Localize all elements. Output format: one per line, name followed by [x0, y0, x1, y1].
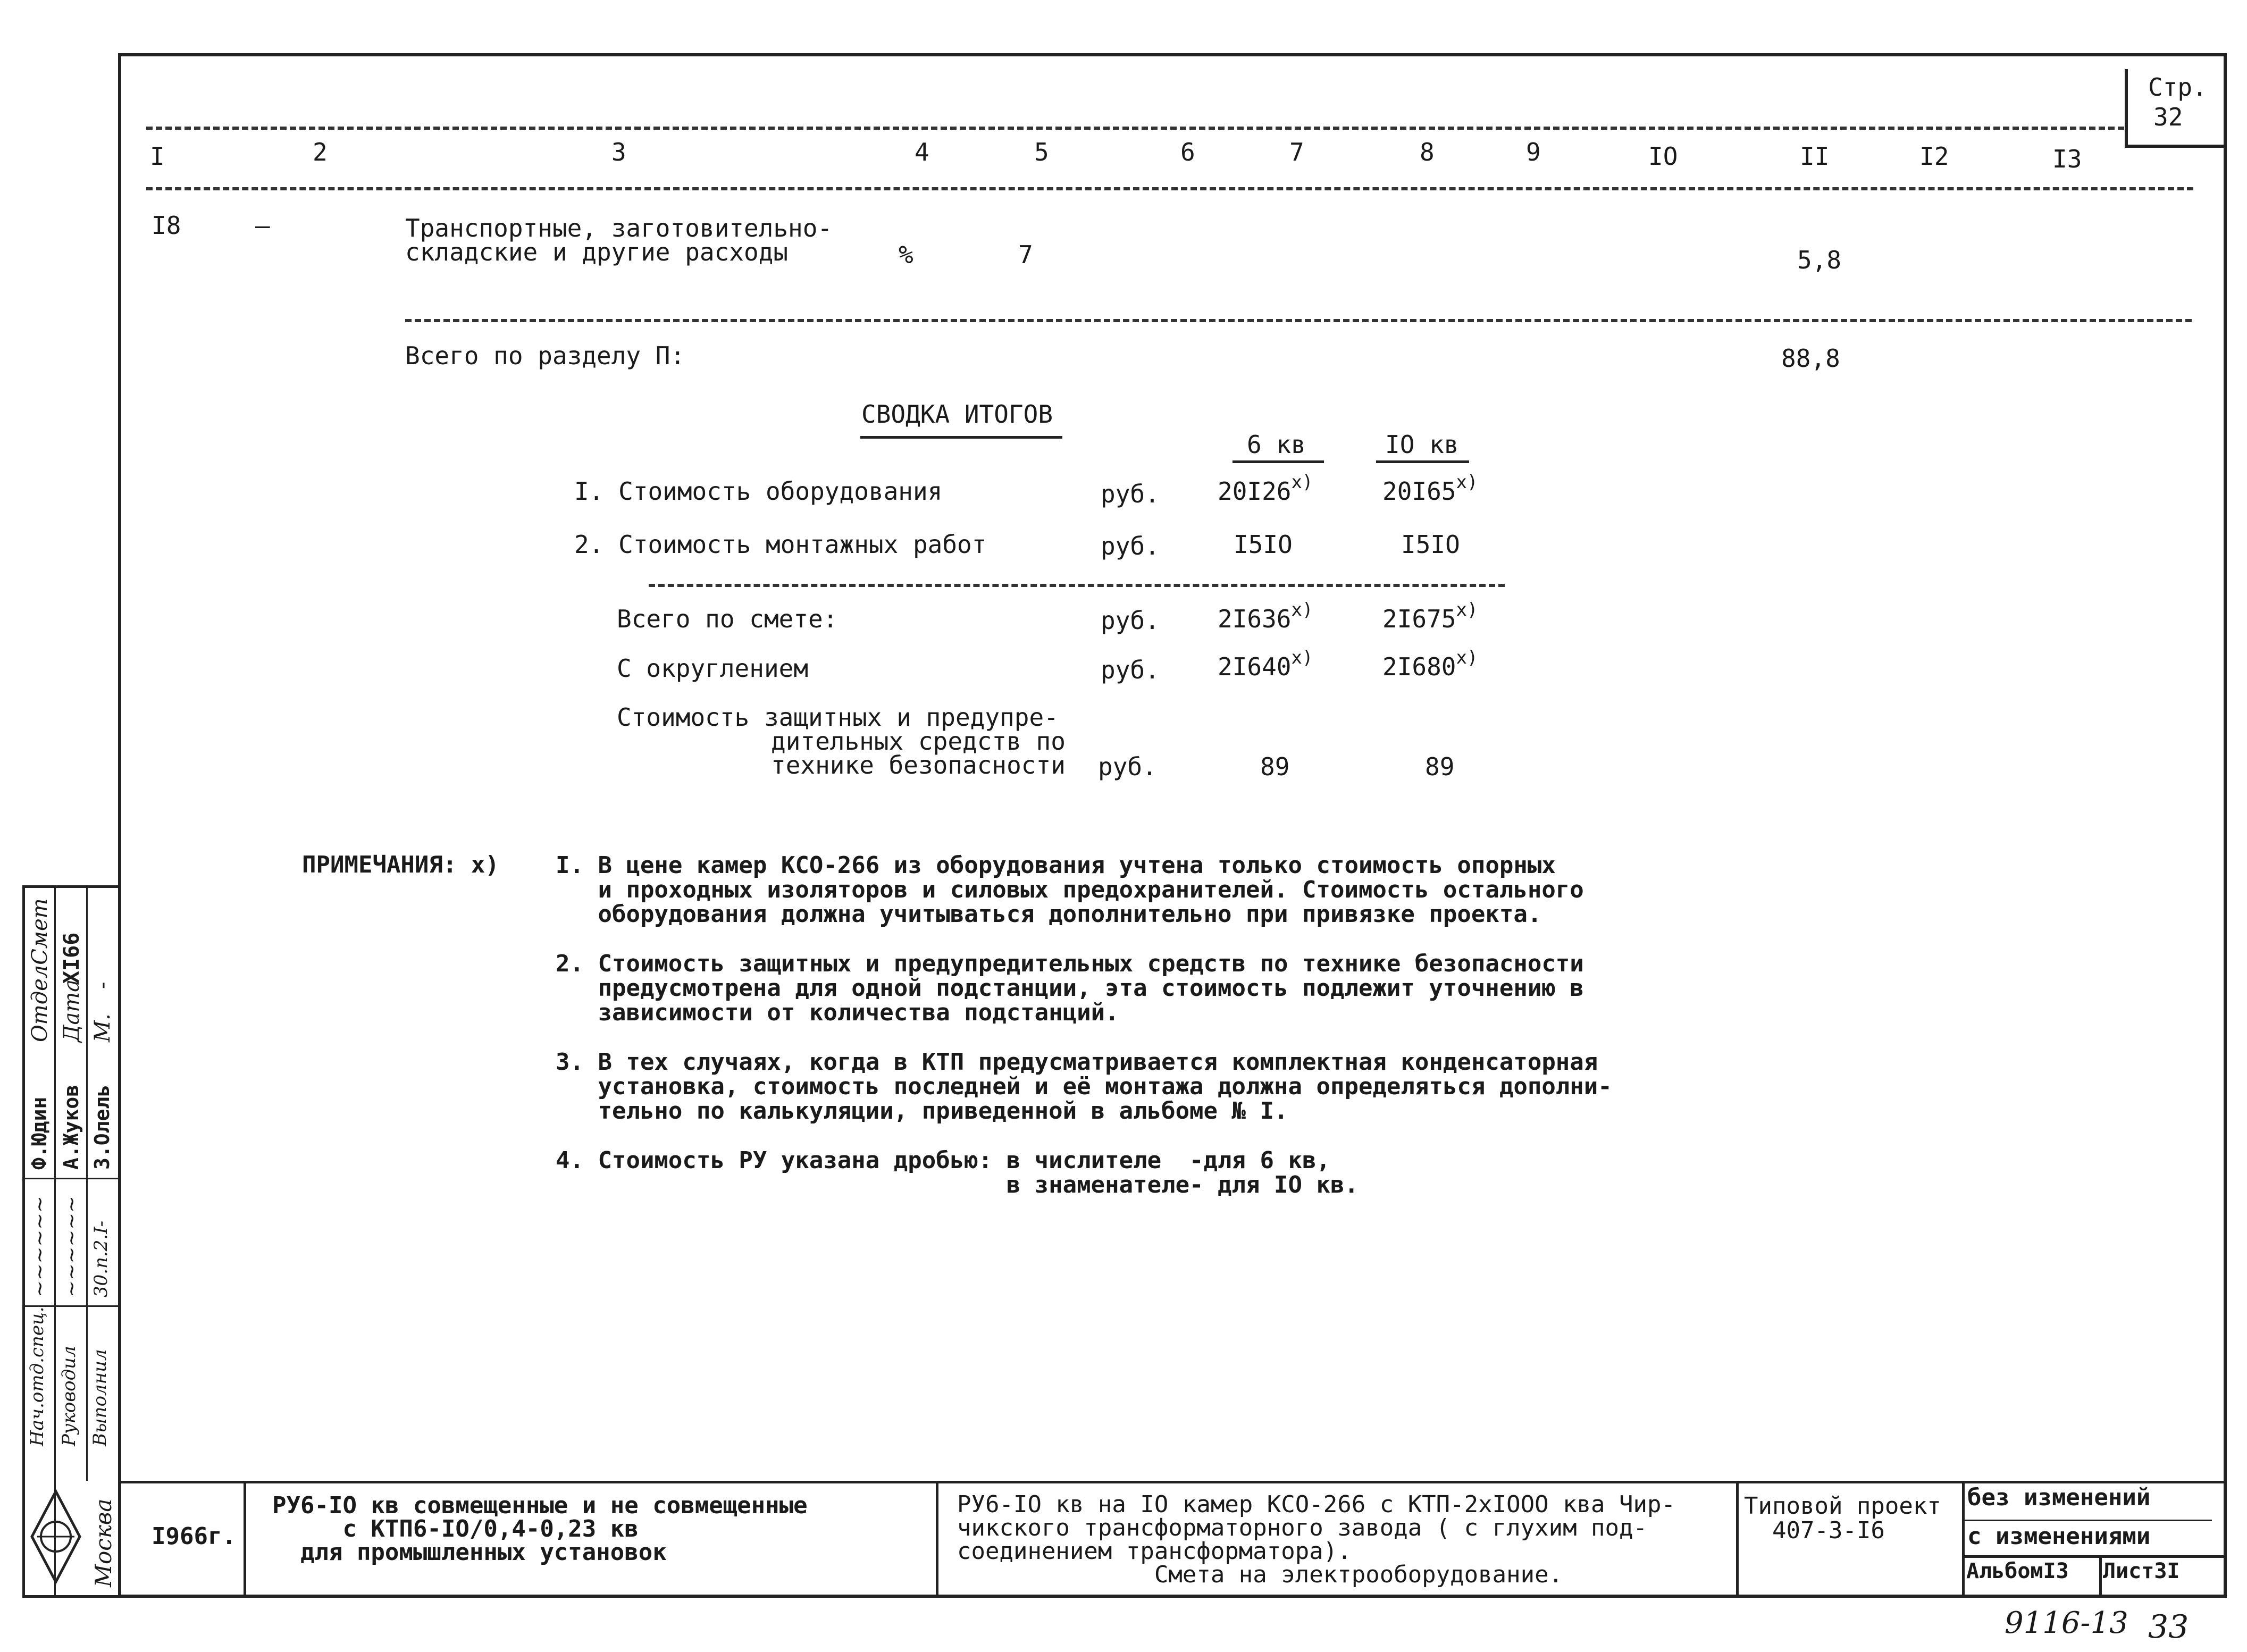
notes-heading: ПРИМЕЧАНИЯ: х): [302, 851, 499, 878]
stamp-date-label: Дата: [60, 979, 84, 1042]
stamp-role: Нач.отд.спец.: [27, 1306, 48, 1446]
summary-col-6kv: 6 кв: [1247, 430, 1306, 459]
section-total-value: 88,8: [1781, 344, 1840, 373]
page-label: Стр.: [2148, 73, 2207, 102]
summary-row-10kv: 2I680$^{x)}$: [1382, 647, 1478, 681]
status-divider: [1962, 1520, 2212, 1521]
note-2: 2. Стоимость защитных и предупредительных средств по технике безопасности предусмотрена для одной подстанции, эта стоимость подлежит уточнению в зависимости от количества подстанций.: [556, 950, 1584, 1026]
col-header: 8: [1420, 138, 1435, 166]
col-header: 7: [1289, 138, 1304, 166]
safety-label-line1: Стоимость защитных и предупре-: [617, 703, 1059, 732]
col-header: 5: [1034, 138, 1049, 166]
summary-row-10kv: 2I675$^{x)}$: [1382, 599, 1478, 633]
institute-logo: [27, 1483, 85, 1590]
section-rule: [405, 319, 2192, 322]
inventory-number: 9116-13: [2005, 1606, 2128, 1640]
year: I966г.: [152, 1523, 236, 1550]
stamp-divider: [86, 885, 88, 1481]
stamp-org: Москва: [90, 1498, 116, 1587]
summary-total-rule: [649, 584, 1505, 587]
signature: ~~~~~~: [28, 1195, 51, 1297]
summary-row-10kv: I5IO: [1401, 530, 1460, 559]
row-percent: 7: [1018, 240, 1033, 269]
summary-row-6kv: 20I26$^{x)}$: [1218, 472, 1313, 506]
row-unit: %: [899, 240, 913, 269]
safety-10kv: 89: [1425, 752, 1455, 781]
title-block-top: [118, 1481, 2227, 1483]
status-no-changes: без изменений: [1967, 1484, 2151, 1511]
row-dash: –: [255, 211, 270, 240]
summary-row-label: Всего по смете:: [617, 605, 838, 633]
stamp-scale-label: М.: [90, 1013, 115, 1042]
signature: ~~~~~~: [60, 1195, 83, 1297]
title-block-divider: [244, 1481, 246, 1598]
safety-label-line2: дительных средств по: [771, 727, 1066, 756]
safety-unit: руб.: [1098, 752, 1157, 781]
project-number: Типовой проект 407-3-I6: [1744, 1492, 1941, 1544]
status-with-changes: с изменениями: [1967, 1523, 2151, 1550]
summary-row-unit: руб.: [1101, 532, 1160, 560]
drawing-title: РУ6-IO кв совмещенные и не совмещенные с КТП6-IO/0,4-0,23 кв для промышленных установок: [272, 1492, 808, 1566]
stamp-name: З.Олель: [90, 1084, 114, 1170]
summary-row-6kv: I5IO: [1234, 530, 1293, 559]
summary-title: СВОДКА ИТОГОВ: [861, 400, 1053, 429]
row-value: 5,8: [1797, 246, 1842, 274]
summary-title-underline: [860, 436, 1062, 439]
col-header: 9: [1526, 138, 1541, 166]
status-divider: [1962, 1555, 2227, 1558]
col-header: I2: [1919, 142, 1949, 171]
stamp-role: Руководил: [58, 1346, 80, 1446]
signature-date: 30.n.2.I-: [90, 1220, 112, 1297]
col-header: I3: [2052, 145, 2082, 173]
summary-row-unit: руб.: [1101, 606, 1160, 635]
header-top-rule: [146, 127, 2124, 130]
album-number: АльбомI3: [1966, 1559, 2069, 1583]
title-block-divider: [1962, 1481, 1965, 1598]
sheet-title: РУ6-IO кв на IO камер КСО-266 с КТП-2хIOOO ква Чир- чикского трансформаторного завода ( с глухим под- соединением трансформатора). Смета на электрооборудование.: [957, 1491, 1676, 1588]
header-bottom-rule: [146, 187, 2193, 190]
safety-label-line3: технике безопасности: [771, 751, 1066, 779]
note-4: 4. Стоимость РУ указана дробью: в числителе -для 6 кв, в знаменателе- для IO кв.: [556, 1147, 1359, 1198]
section-total-label: Всего по разделу П:: [405, 341, 685, 370]
col-10kv-underline: [1376, 460, 1469, 463]
summary-col-10kv: IO кв: [1385, 430, 1459, 459]
col-header: 3: [611, 138, 626, 166]
stamp-dept: ОтделСмет: [28, 898, 52, 1042]
summary-row-unit: руб.: [1101, 656, 1160, 684]
safety-6kv: 89: [1260, 752, 1290, 781]
album-sheet-divider: [2099, 1555, 2102, 1598]
col-header: IO: [1648, 142, 1678, 171]
summary-row-unit: руб.: [1101, 480, 1160, 508]
col-6kv-underline: [1233, 460, 1324, 463]
col-header: 4: [915, 138, 929, 166]
stamp-name: Ф.Юдин: [28, 1096, 51, 1170]
drawing-frame: [118, 53, 2227, 1598]
sheet-number: ЛистЗI: [2103, 1559, 2180, 1583]
summary-row-6kv: 2I636$^{x)}$: [1218, 599, 1313, 633]
page-number: 32: [2153, 103, 2183, 131]
stamp-date: XI66: [60, 932, 84, 984]
row-description-line2: складские и другие расходы: [405, 238, 789, 266]
summary-row-label: I. Стоимость оборудования: [574, 477, 943, 506]
row-description-line1: Транспортные, заготовительно-: [405, 214, 833, 242]
summary-row-10kv: 20I65$^{x)}$: [1382, 472, 1478, 506]
col-header: II: [1800, 142, 1830, 171]
summary-row-label: С округлением: [617, 654, 809, 683]
col-header: 6: [1180, 138, 1195, 166]
col-header: 2: [313, 138, 328, 166]
sheet-page-number: 33: [2148, 1608, 2189, 1646]
title-block-divider: [1736, 1481, 1739, 1598]
note-1: I. В цене камер КСО-266 из оборудования учтена только стоимость опорных и проходных изоляторов и силовых предохранителей. Стоимость остального оборудования должна учитываться дополнительно при привязке проекта.: [556, 852, 1584, 928]
stamp-name: А.Жуков: [60, 1084, 83, 1170]
note-3: 3. В тех случаях, когда в КТП предусматривается комплектная конденсаторная установка, стоимость последней и её монтажа должна определяться дополни- тельно по калькуляции, приведенной в альбоме № I.: [556, 1049, 1612, 1125]
row-number: I8: [152, 211, 181, 240]
summary-row-6kv: 2I640$^{x)}$: [1218, 647, 1313, 681]
summary-row-label: 2. Стоимость монтажных работ: [574, 530, 987, 559]
title-block-divider: [936, 1481, 938, 1598]
stamp-divider: [22, 1178, 118, 1179]
stamp-scale: -: [90, 982, 115, 989]
col-header: I: [150, 142, 165, 171]
stamp-role: Выполнил: [89, 1349, 111, 1446]
